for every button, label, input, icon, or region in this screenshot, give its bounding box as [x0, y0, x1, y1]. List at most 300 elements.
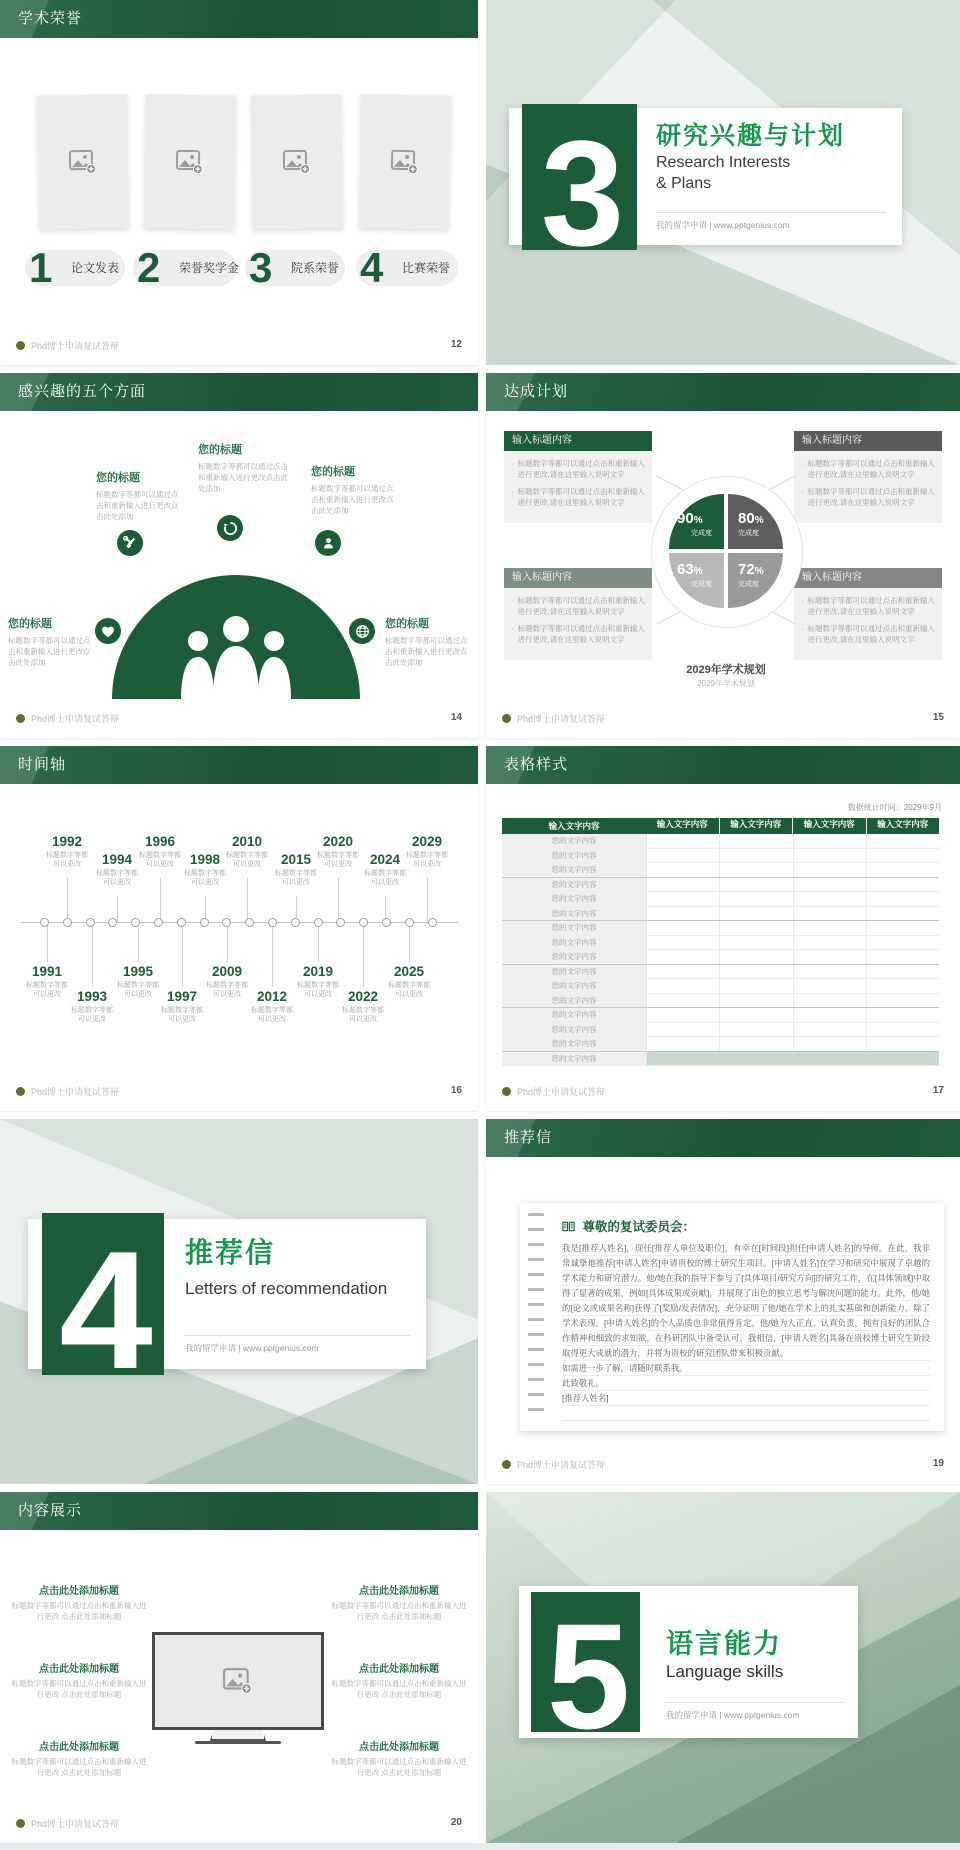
table-cell: [720, 979, 793, 993]
timeline-label-line2: 可以更改: [168, 1016, 196, 1023]
timeline-label-line2: 可以更改: [213, 991, 241, 998]
block-body: 标题数字等都可以通过点击和重新输入进行更改 点击此处添加标题: [331, 1601, 467, 1621]
timeline-label-line1: 标题数字等都: [184, 870, 226, 877]
bullet-marker: ·: [511, 596, 514, 605]
table-cell: [647, 1023, 720, 1037]
timeline-marker: [268, 918, 277, 927]
block-title: 点击此处添加标题: [359, 1742, 439, 1753]
pie-subcaption: 2029年学术规划: [697, 679, 755, 688]
table-cell: [720, 907, 793, 921]
page-number: 17: [932, 1085, 944, 1096]
content-block: [8, 1660, 150, 1700]
table-cell: [647, 892, 720, 906]
footer-brand: Phd博士申请复试答辩: [517, 714, 606, 724]
bullet-item: [801, 595, 935, 617]
table-cell: [720, 936, 793, 950]
timeline-label-line2: 可以更改: [413, 861, 441, 868]
table-cell: [867, 979, 939, 993]
table-cell: [720, 994, 793, 1008]
timeline-marker: [314, 918, 323, 927]
bullet-item: [801, 623, 935, 645]
honor-item-1: [25, 244, 125, 291]
timeline-year: 2024: [369, 852, 401, 867]
footer-brand: Phd博士申请复试答辩: [31, 341, 120, 351]
letter-salutation: [562, 1217, 695, 1235]
page-number: 20: [450, 1817, 462, 1828]
table-cell: [867, 1023, 939, 1037]
page-bottom-strip: [0, 1843, 960, 1850]
footer-brand: Phd博士申请复试答辩: [31, 714, 120, 724]
table-row: [502, 994, 939, 1009]
table-cell: [867, 878, 939, 892]
timeline-marker: [245, 918, 254, 927]
aspect-block-left: [96, 469, 184, 522]
salutation-text: 尊敬的复试委员会：: [582, 1220, 695, 1234]
timeline-marker: [428, 918, 437, 927]
timeline-marker: [200, 918, 209, 927]
slide-cover-3-research-interests[interactable]: [486, 0, 960, 365]
timeline-label-line1: 标题数字等都: [139, 852, 181, 859]
slide-12-academic-honors[interactable]: [0, 0, 478, 365]
slide-title-bar: [0, 1492, 478, 1530]
image-placeholder-icon: [283, 150, 311, 174]
letter-paragraph: 此致敬礼，: [562, 1378, 604, 1388]
brand-line: 我的留学申请 | www.pptgenius.com: [656, 212, 886, 231]
table-cell-label: 您的文字内容: [502, 965, 647, 979]
cover-subtitle-line1: Research Interests: [656, 154, 791, 171]
block-body: 标题数字等都可以通过点击和重新输入进行更改 点击此处添加标题: [331, 1679, 467, 1699]
slide-19-letter[interactable]: [486, 1119, 960, 1484]
honor-label: 院系荣誉: [291, 261, 340, 275]
timeline-year: 2020: [322, 834, 354, 849]
table-header-cell: 输入文字内容: [646, 818, 720, 834]
pie-quadrant-80: [728, 494, 783, 549]
block-title: 点击此处添加标题: [359, 1586, 439, 1597]
timeline-label-line2: 可以更改: [191, 879, 219, 886]
timeline-label-line1: 标题数字等都: [297, 982, 339, 989]
timeline-label-line2: 可以更改: [324, 861, 352, 868]
globe-icon: [349, 618, 375, 644]
timeline-stem: [338, 878, 339, 922]
block-body: 标题数字等都可以通过点击和重新输入进行更改 点击此处添加标题: [11, 1601, 147, 1621]
content-block: [328, 1738, 470, 1778]
timeline-label-line1: 标题数字等都: [117, 982, 159, 989]
slide-title: 感兴趣的五个方面: [18, 383, 147, 400]
table-cell-label: 您的文字内容: [502, 1037, 647, 1051]
timeline-item-bottom: [367, 964, 451, 999]
block-title: 点击此处添加标题: [359, 1664, 439, 1675]
table-cell: [720, 863, 793, 877]
table-cell: [867, 834, 939, 848]
table-cell: [867, 965, 939, 979]
recycle-icon: [217, 515, 243, 541]
page-number: 15: [932, 712, 944, 723]
table-cell: [647, 1008, 720, 1022]
timeline-label-line1: 标题数字等都: [364, 870, 406, 877]
timeline-stem: [227, 923, 228, 962]
bullet-text: 标题数字等都可以通过点击和重新输入进行更改,请在这里输入说明文字: [517, 624, 645, 644]
bullet-item: [511, 623, 645, 645]
plan-box-body: [794, 588, 942, 660]
table-cell-label: 您的文字内容: [502, 849, 647, 863]
timeline-stem: [247, 878, 248, 922]
timeline-label-line2: 可以更改: [103, 879, 131, 886]
pie-caption: 2029年学术规划: [686, 664, 766, 676]
plan-box-bottom-left: [504, 568, 652, 660]
aspect-title: 您的标题: [311, 466, 355, 478]
table-cell-label: 您的文字内容: [502, 921, 647, 935]
aspect-body: 标题数字等都可以通过点击和重新输入进行更改点击此处添加: [311, 484, 394, 515]
table-cell: [720, 878, 793, 892]
timeline-year: 2019: [302, 964, 334, 979]
table-cell-label: 您的文字内容: [502, 936, 647, 950]
chapter-number-box: [531, 1592, 640, 1732]
plan-box-body: [504, 451, 652, 523]
slide-title: 时间轴: [18, 756, 67, 773]
aspect-title: 您的标题: [198, 444, 242, 456]
data-note: 数据统计时间：2029年9月: [847, 803, 942, 812]
table-row: [502, 1037, 939, 1052]
slide-16-timeline[interactable]: [0, 746, 478, 1111]
slide-17-table[interactable]: [486, 746, 960, 1111]
honor-label: 论文发表: [71, 261, 120, 275]
table-cell: [794, 878, 867, 892]
slide-cover-5-language[interactable]: [486, 1492, 960, 1843]
image-placeholder-icon: [391, 150, 419, 174]
letter-body: [562, 1241, 930, 1423]
timeline-label: [230, 1006, 314, 1024]
timeline-canvas: [0, 746, 478, 1111]
timeline-label-line1: 标题数字等都: [388, 982, 430, 989]
slide-cover-4-recommendation[interactable]: [0, 1119, 478, 1484]
page-number: 16: [450, 1085, 462, 1096]
honor-item-4: [356, 244, 458, 291]
block-title: 点击此处添加标题: [39, 1586, 119, 1597]
timeline-stem: [160, 878, 161, 922]
timeline-year: 2012: [256, 989, 288, 1004]
table-cell: [794, 863, 867, 877]
bullet-marker: ·: [801, 459, 804, 468]
content-block: [328, 1660, 470, 1700]
table-cell: [720, 950, 793, 964]
table-cell-label: 您的文字内容: [502, 863, 647, 877]
aspect-block-right: [311, 463, 399, 516]
bullet-item: [511, 458, 645, 480]
data-table: [502, 818, 939, 1066]
slide-footer: [16, 1085, 462, 1099]
page-number: 12: [450, 339, 462, 350]
table-cell: [647, 834, 720, 848]
timeline-label-line1: 标题数字等都: [96, 870, 138, 877]
block-title: 点击此处添加标题: [39, 1742, 119, 1753]
table-cell: [794, 1037, 867, 1051]
tv-icon: [152, 1632, 324, 1744]
timeline-label-line1: 标题数字等都: [406, 852, 448, 859]
timeline-label: [50, 1006, 134, 1024]
timeline-year: 1998: [189, 852, 221, 867]
bullet-marker: ·: [801, 596, 804, 605]
footer-dot-icon: [502, 1087, 511, 1096]
timeline-label-line1: 标题数字等都: [275, 870, 317, 877]
spiral-binding-icon: [528, 1213, 544, 1421]
timeline-stem: [409, 923, 410, 962]
chapter-number-box: [522, 104, 637, 250]
slide-title: 内容展示: [18, 1502, 83, 1519]
table-header-cell: 输入文字内容: [720, 818, 794, 834]
timeline-year: 1992: [51, 834, 83, 849]
timeline-stem: [363, 923, 364, 987]
honor-label: 比赛荣誉: [402, 261, 451, 275]
honor-number: 4: [360, 244, 384, 291]
timeline-marker: [336, 918, 345, 927]
content-block: [328, 1582, 470, 1622]
timeline-label: [343, 869, 427, 887]
table-cell: [794, 1023, 867, 1037]
timeline-stem: [117, 896, 118, 922]
table-cell: [867, 863, 939, 877]
aspect-body: 标题数字等都可以通过点击和重新输入进行更改点击此处添加: [8, 636, 91, 667]
table-cell-highlight: [647, 1052, 939, 1066]
timeline-stem: [67, 878, 68, 922]
honor-item-3: [245, 244, 345, 291]
cover-title: 推荐信: [185, 1237, 276, 1268]
timeline-label-line2: 可以更改: [258, 1016, 286, 1023]
timeline-year: 2010: [231, 834, 263, 849]
table-cell-label: 您的文字内容: [502, 994, 647, 1008]
timeline-label: [75, 869, 159, 887]
honor-label: 荣誉奖学金: [179, 261, 240, 275]
table-cell: [720, 1008, 793, 1022]
image-placeholder-icon: [223, 1668, 253, 1694]
table-header-cell: 输入文字内容: [793, 818, 867, 834]
content-block: [8, 1582, 150, 1622]
photo-card: [144, 94, 236, 229]
table-row: [502, 849, 939, 864]
table-cell: [720, 1037, 793, 1051]
table-cell: [867, 994, 939, 1008]
pie-quadrant-90: [669, 494, 724, 549]
timeline-label: [163, 869, 247, 887]
bullet-marker: ·: [801, 487, 804, 496]
slide-title: 达成计划: [504, 383, 569, 400]
table-row: [502, 950, 939, 965]
image-placeholder-icon: [176, 150, 204, 174]
timeline-year: 1995: [122, 964, 154, 979]
timeline-label-line1: 标题数字等都: [26, 982, 68, 989]
table-cell: [647, 921, 720, 935]
slide-footer: [16, 712, 462, 726]
plan-box-header: 输入标题内容: [504, 568, 652, 588]
photo-card: [359, 94, 451, 230]
timeline-label: [321, 1006, 405, 1024]
brand-line: 我的留学申请 | www.pptgenius.com: [666, 1702, 844, 1721]
timeline-marker: [154, 918, 163, 927]
timeline-marker: [40, 918, 49, 927]
timeline-stem: [182, 923, 183, 987]
timeline-label-line2: 可以更改: [124, 991, 152, 998]
table-cell-label: 您的文字内容: [502, 834, 647, 848]
footer-dot-icon: [502, 714, 511, 723]
table-cell: [794, 965, 867, 979]
slide-title-bar: [0, 373, 478, 411]
footer-dot-icon: [502, 1460, 511, 1469]
aspect-body: 标题数字等都可以通过点击和重新输入进行更改点击此处添加: [385, 636, 468, 667]
table-cell: [794, 1008, 867, 1022]
cover-subtitle: Language skills: [666, 1662, 784, 1681]
chapter-number: 5: [546, 1592, 631, 1732]
timeline-item-top: [385, 834, 469, 869]
timeline-label-line2: 可以更改: [371, 879, 399, 886]
timeline-stem: [92, 923, 93, 987]
letter-paper: [520, 1203, 944, 1431]
pie-value: 90%: [677, 510, 703, 527]
slide-footer: [502, 1085, 944, 1099]
plan-box-body: [504, 588, 652, 660]
semicircle-graphic: [112, 575, 360, 699]
plan-box-header: 输入标题内容: [794, 568, 942, 588]
table-cell: [794, 936, 867, 950]
letter-paragraph: 我是[推荐人姓名]，现任[推荐人单位及职位]，有幸在[时间段]担任[申请人姓名]的导师。在此，我非常诚挚地推荐[申请人姓名]申请贵校的博士研究生项目。[申请人姓名]在学习和研究中展现了卓越的学术能力和研究潜力。他/她在我的指导下参与了[具体项目/研究方向]的研究工作，在[具体领域]中取得了显著的成果，例如[具体成果或贡献]，并展现了出色的独立思考与解决问题的能力。此外，他/她的[论文或成果名称]获得了[奖励/发表情况]，充分证明了他/她在学术上的扎实基础和创新能力。除了学术表现，[申请人姓名]的个人品质也非常值得肯定。他/她为人正直、认真负责，拥有良好的团队合作精神和细致的求知欲，在科研团队中备受认可。我相信，[申请人姓名]具备在贵校博士研究生阶段取得更大成就的潜力，并将为贵校的研究团队带来积极贡献。: [562, 1243, 930, 1358]
slide-14-five-aspects[interactable]: [0, 373, 478, 738]
table-row: [502, 834, 939, 849]
aspect-block-top: [198, 441, 290, 494]
slide-footer: [502, 712, 944, 726]
photo-card: [251, 94, 343, 229]
table-cell: [647, 878, 720, 892]
table-cell: [647, 979, 720, 993]
timeline-label: [254, 869, 338, 887]
honor-item-2: [133, 244, 240, 291]
plan-box-header: 输入标题内容: [794, 431, 942, 451]
timeline-marker: [359, 918, 368, 927]
slide-footer: [16, 1817, 462, 1831]
table-cell-label: 您的文字内容: [502, 1052, 647, 1066]
timeline-year: 1994: [101, 852, 133, 867]
slide-title-bar: [486, 1119, 960, 1157]
table-cell: [720, 834, 793, 848]
table-cell: [794, 950, 867, 964]
table-cell: [867, 907, 939, 921]
table-cell: [794, 907, 867, 921]
timeline-year: 1996: [144, 834, 176, 849]
aspect-body: 标题数字等都可以通过点击和重新输入进行更改点击此处添加: [96, 490, 179, 521]
slide-footer: [16, 339, 462, 353]
cover-subtitle-line2: & Plans: [656, 175, 712, 192]
footer-dot-icon: [16, 341, 25, 350]
timeline-label-line2: 可以更改: [53, 861, 81, 868]
table-cell: [647, 936, 720, 950]
completion-pie-chart: [669, 494, 783, 608]
table-cell: [720, 892, 793, 906]
bullet-marker: ·: [801, 624, 804, 633]
timeline-label-line2: 可以更改: [233, 861, 261, 868]
timeline-marker: [405, 918, 414, 927]
table-cell: [720, 965, 793, 979]
table-cell-label: 您的文字内容: [502, 1023, 647, 1037]
bullet-item: [511, 486, 645, 508]
table-row: [502, 936, 939, 951]
brand-line: 我的留学申请 | www.pptgenius.com: [185, 1335, 410, 1354]
table-cell: [867, 1037, 939, 1051]
aspect-block-bottom-right: [385, 615, 470, 668]
bullet-marker: ·: [511, 624, 514, 633]
book-icon: [562, 1221, 575, 1232]
honor-number: 2: [137, 244, 161, 291]
footer-brand: Phd博士申请复试答辩: [517, 1087, 606, 1097]
footer-dot-icon: [16, 714, 25, 723]
table-cell-label: 您的文字内容: [502, 1008, 647, 1022]
slide-title-bar: [0, 0, 478, 38]
slide-20-content-display[interactable]: [0, 1492, 478, 1843]
chapter-number: 3: [540, 109, 625, 250]
letter-paragraph: 如需进一步了解，请随时联系我。: [562, 1363, 688, 1373]
bullet-text: 标题数字等都可以通过点击和重新输入进行更改,请在这里输入说明文字: [807, 459, 935, 479]
timeline-stem: [318, 923, 319, 962]
plan-box-top-right: [794, 431, 942, 523]
table-row: [502, 921, 939, 936]
footer-brand: Phd博士申请复试答辩: [31, 1819, 120, 1829]
page-number: 19: [932, 1458, 944, 1469]
footer-brand: Phd博士申请复试答辩: [31, 1087, 120, 1097]
bullet-marker: ·: [511, 459, 514, 468]
timeline-year: 2015: [280, 852, 312, 867]
aspect-title: 您的标题: [96, 472, 140, 484]
timeline-label: [367, 981, 451, 999]
table-row: [502, 979, 939, 994]
table-row: [502, 892, 939, 907]
table-cell: [647, 1037, 720, 1051]
cover-subtitle: Letters of recommendation: [185, 1279, 388, 1298]
block-body: 标题数字等都可以通过点击和重新输入进行更改 点击此处添加标题: [331, 1757, 467, 1777]
timeline-stem: [138, 923, 139, 962]
table-cell: [867, 921, 939, 935]
timeline-label-line2: 可以更改: [146, 861, 174, 868]
timeline-label-line2: 可以更改: [349, 1016, 377, 1023]
table-cell: [867, 936, 939, 950]
bullet-text: 标题数字等都可以通过点击和重新输入进行更改,请在这里输入说明文字: [807, 487, 935, 507]
timeline-marker: [222, 918, 231, 927]
table-cell: [867, 950, 939, 964]
bullet-text: 标题数字等都可以通过点击和重新输入进行更改,请在这里输入说明文字: [807, 596, 935, 616]
bullet-text: 标题数字等都可以通过点击和重新输入进行更改,请在这里输入说明文字: [807, 624, 935, 644]
table-cell-label: 您的文字内容: [502, 950, 647, 964]
honor-number: 3: [249, 244, 273, 291]
table-cell: [794, 979, 867, 993]
person-icon: [315, 530, 341, 556]
pie-label: 完成度: [738, 581, 759, 588]
chapter-number-box: [42, 1213, 164, 1375]
timeline-marker: [63, 918, 72, 927]
table-row: [502, 878, 939, 893]
table-row: [502, 965, 939, 980]
honor-number: 1: [29, 244, 53, 291]
table-cell: [647, 849, 720, 863]
timeline-marker: [382, 918, 391, 927]
page-number: 14: [450, 712, 462, 723]
slide-15-plan[interactable]: [486, 373, 960, 738]
pie-value: 80%: [738, 510, 764, 527]
table-cell: [794, 994, 867, 1008]
footer-brand: Phd博士申请复试答辩: [517, 1460, 606, 1470]
plan-box-body: [794, 451, 942, 523]
table-cell-label: 您的文字内容: [502, 979, 647, 993]
slide-footer: [502, 1458, 944, 1472]
table-cell: [794, 892, 867, 906]
aspect-body: 标题数字等都可以通过点击和重新输入进行更改点击此处添加: [198, 462, 288, 493]
pie-value: 72%: [738, 561, 764, 578]
bullet-text: 标题数字等都可以通过点击和重新输入进行更改,请在这里输入说明文字: [517, 459, 645, 479]
photo-card: [37, 94, 129, 230]
